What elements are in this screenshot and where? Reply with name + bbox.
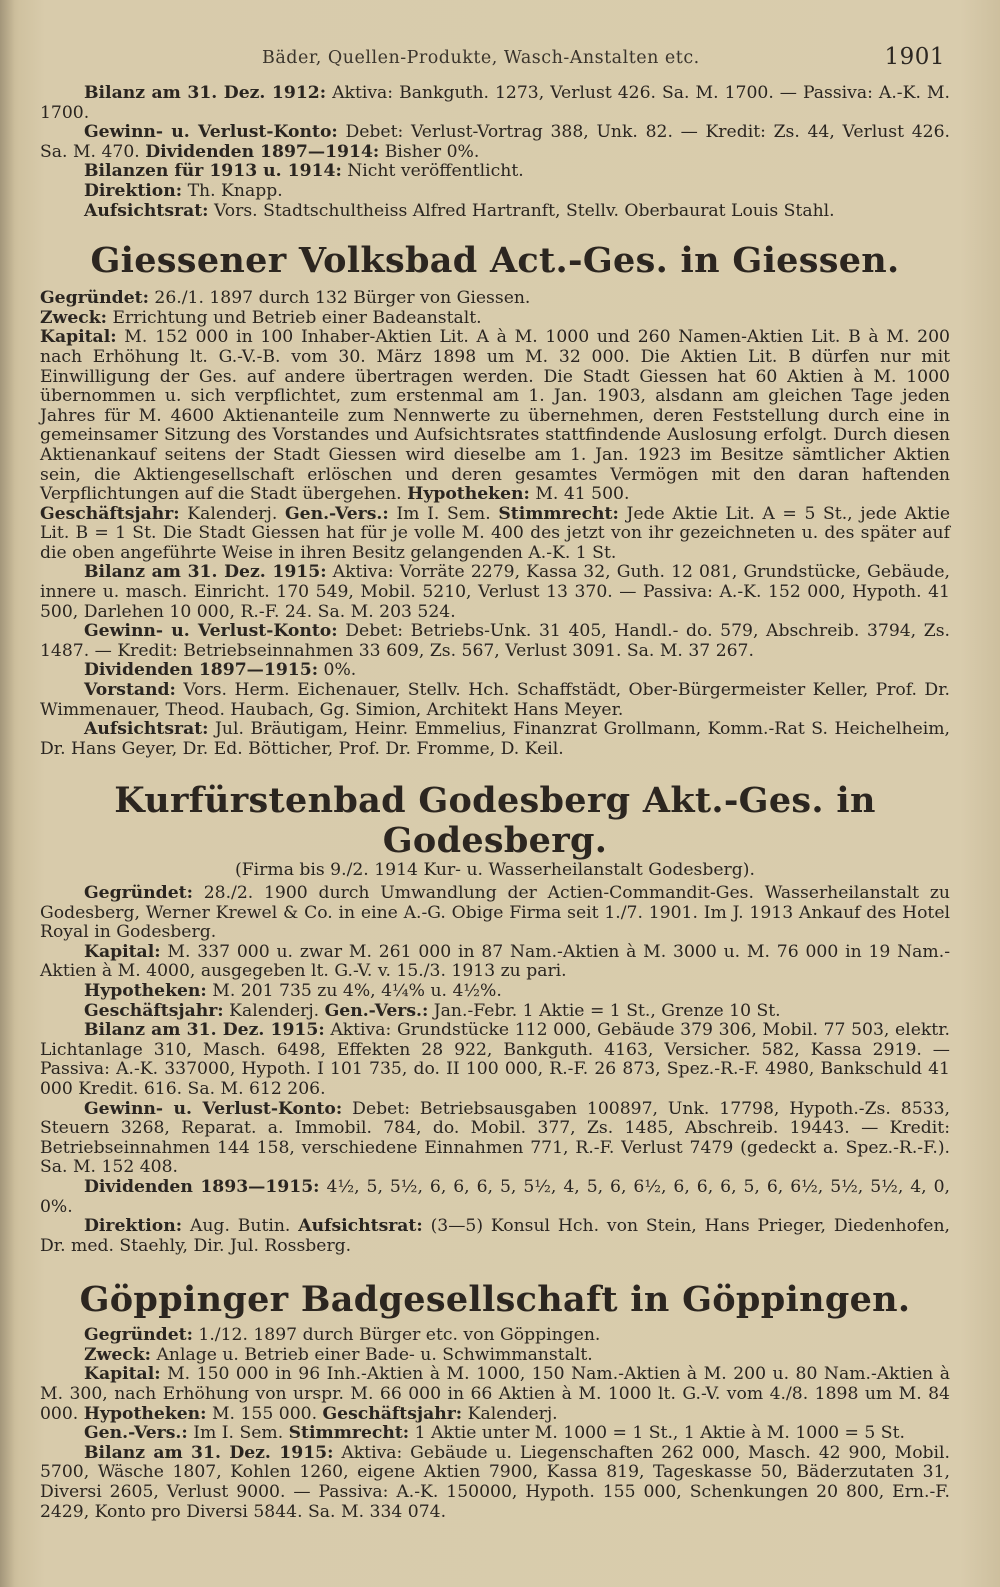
company-title: Göppinger Badgesellschaft in Göppingen. xyxy=(79,1279,911,1321)
label: Bilanz am 31. Dez. 1915: xyxy=(84,1020,325,1041)
gewinn-verlust xyxy=(40,622,950,661)
text: M. 41 500. xyxy=(529,484,630,505)
text: M. 150 000 in 96 Inh.-Aktien à M. 1000, 150 Nam.-Aktien à M. 200 u. 80 Nam.-Aktien à M. 300, nach Erhöhung von urspr. M. 66 000 in 66 Aktien à M. 1000 lt. G.-V. vom 4./8. 1898 um M. 84 000. xyxy=(40,1364,950,1424)
text: 26./1. 1897 durch 132 Bürger von Giessen. xyxy=(148,288,531,309)
text: Vors. Herm. Eichenauer, Stellv. Hch. Schaffstädt, Ober-Bürgermeister Keller, Prof. Dr. Wimmenauer, Theod. Haubach, Gg. Simion, Architekt Hans Meyer. xyxy=(40,680,950,720)
label: Aufsichtsrat: xyxy=(84,719,209,740)
dividenden xyxy=(40,661,950,681)
prev-guv xyxy=(40,123,950,162)
text: Aug. Butin. xyxy=(182,1216,299,1237)
label: Gegründet: xyxy=(84,883,193,903)
direktion xyxy=(40,1217,950,1256)
prev-bilanz xyxy=(40,84,950,123)
label: Geschäftsjahr: xyxy=(322,1403,463,1424)
prev-aufsichtsrat xyxy=(40,202,950,222)
text: Vors. Stadtschultheiss Alfred Hartranft, Stellv. Oberbaurat Louis Stahl. xyxy=(208,200,835,221)
text: Kalenderj. xyxy=(179,503,285,524)
company-title: Giessener Volksbad Act.-Ges. in Giessen. xyxy=(90,240,900,282)
label: Direktion: xyxy=(84,180,183,201)
label: Kapital: xyxy=(84,941,161,962)
company-giessen-section xyxy=(40,241,950,759)
label: Bilanz am 31. Dez. 1915: xyxy=(84,1442,334,1463)
page-number: 1901 xyxy=(884,44,945,70)
label: Gen.-Vers.: xyxy=(284,503,389,524)
text: Kalenderj. xyxy=(223,1000,325,1021)
label: Zweck: xyxy=(40,307,107,328)
gegruendet xyxy=(40,1326,950,1346)
label: Gegründet: xyxy=(84,1325,193,1346)
aufsichtsrat xyxy=(40,720,950,759)
text: 1 Aktie unter M. 1000 = 1 St., 1 Aktie à M. 1000 = 5 St. xyxy=(409,1423,905,1444)
kapital xyxy=(40,943,950,982)
dividenden xyxy=(40,1178,950,1217)
company-subtitle: (Firma bis 9./2. 1914 Kur- u. Wasserheilanstalt Godesberg). xyxy=(235,860,755,881)
text: 0%. xyxy=(318,660,357,681)
text: 4½, 5, 5½, 6, 6, 6, 5, 5½, 4, 5, 6, 6½, 6, 6, 6, 5, 6, 6½, 5½, 5½, 4, 0, 0%. xyxy=(40,1176,951,1217)
text: Bisher 0%. xyxy=(379,141,480,162)
text: Im I. Sem. xyxy=(187,1423,289,1444)
label: Hypotheken: xyxy=(83,1403,207,1424)
label: Geschäftsjahr: xyxy=(84,1000,224,1021)
text: (3—5) Konsul Hch. von Stein, Hans Prieger, Diedenhofen, Dr. med. Staehly, Dir. Jul. Rossberg. xyxy=(40,1216,950,1256)
text: Anlage u. Betrieb einer Bade- u. Schwimmanstalt. xyxy=(151,1344,593,1365)
text: Aktiva: Vorräte 2279, Kassa 32, Guth. 12 081, Grundstücke, Gebäude, innere u. masch. Einricht. 170 549, Mobil. 5210, Verlust 13 370. — Passiva: A.-K. 152 000, Hypoth. 41 500, Darlehen 10 000, R.-F. 24. Sa. M. 203 524. xyxy=(40,562,950,622)
label: Aufsichtsrat: xyxy=(298,1216,423,1237)
text: Th. Knapp. xyxy=(182,180,283,201)
label: Bilanzen für 1913 u. 1914: xyxy=(84,161,342,182)
label: Geschäftsjahr: xyxy=(40,503,180,524)
page-header xyxy=(40,40,950,80)
label: Bilanz am 31. Dez. 1912: xyxy=(84,83,327,103)
label: Stimmrecht: xyxy=(498,503,619,524)
label: Gen.-Vers.: xyxy=(84,1423,188,1444)
label: Bilanz am 31. Dez. 1915: xyxy=(84,562,327,583)
label: Gen.-Vers.: xyxy=(324,1000,429,1021)
text: Jede Aktie Lit. A = 5 St., jede Aktie Lit. B = 1 St. Die Stadt Giessen hat für je volle M. 400 des jetzt von ihr gezeichneten u. des später auf die oben angeführte Weise in ihren Besitz gelangenden A.-K. 1 St. xyxy=(40,503,951,563)
label: Gewinn- u. Verlust-Konto: xyxy=(84,122,338,143)
text: Debet: Betriebs-Unk. 31 405, Handl.- do. 579, Abschreib. 3794, Zs. 1487. — Kredit: Betriebseinnahmen 33 609, Zs. 567, Verlust 3091. Sa. M. 37 267. xyxy=(40,621,950,661)
company-title: Kurfürstenbad Godesberg Akt.-Ges. in Godesberg. xyxy=(114,780,876,862)
text: M. 155 000. xyxy=(206,1403,323,1424)
company-goeppingen-section xyxy=(40,1280,950,1522)
text: M. 201 735 zu 4%, 4¼% u. 4½%. xyxy=(206,980,502,1001)
kapital xyxy=(40,1365,950,1424)
text: Kalenderj. xyxy=(462,1403,558,1424)
text: M. 152 000 in 100 Inhaber-Aktien Lit. A à M. 1000 und 260 Namen-Aktien Lit. B à M. 200 nach Erhöhung lt. G.-V.-B. vom 30. März 1898 um M. 32 000. Die Aktien Lit. B dürfen nur mit Einwilligung der Ges. auf andere übertragen werden. Die Stadt Giessen hat 60 Aktien à M. 1000 übernommen u. sich verpflichtet, zum erstenmal am 1. Jan. 1903, alsdann am gleichen Tage jeden Jahres für M. 4600 Aktienanteile zum Nennwerte zu übernehmen, deren Feststellung durch eine in gemeinsamer Sitzung des Vorstandes und Aufsichtsrates stattfindende Auslosung erfolgt. Durch diesen Aktienankauf seitens der Stadt Giessen wird dieselbe am 1. Jan. 1923 im Besitze sämtlicher Aktien sein, die Aktiengesellschaft erlöschen und deren gesamtes Vermögen mit den daran haftenden Verpflichtungen auf die Stadt übergehen. xyxy=(40,327,950,505)
label: Stimmrecht: xyxy=(288,1423,410,1444)
label: Zweck: xyxy=(84,1344,151,1365)
text: 1./12. 1897 durch Bürger etc. von Göppingen. xyxy=(192,1325,601,1346)
label: Hypotheken: xyxy=(84,980,207,1001)
text: Jul. Bräutigam, Heinr. Emmelius, Finanzrat Grollmann, Komm.-Rat S. Heichelheim, Dr. Hans Geyer, Dr. Ed. Bötticher, Prof. Dr. Fromme, D. Keil. xyxy=(40,719,950,759)
running-title: Bäder, Quellen-Produkte, Wasch-Anstalten etc. xyxy=(262,48,700,68)
text: Errichtung und Betrieb einer Badeanstalt. xyxy=(107,307,482,328)
label: Dividenden 1893—1915: xyxy=(84,1176,320,1197)
bilanz xyxy=(40,1021,950,1099)
label: Gegründet: xyxy=(40,288,149,309)
label: Dividenden 1897—1915: xyxy=(84,660,319,681)
text: Debet: Betriebsausgaben 100897, Unk. 17798, Hypoth.-Zs. 8533, Steuern 3268, Reparat. a. Immobil. 784, do. Mobil. 377, Zs. 1485, Abschreib. 19443. — Kredit: Betriebseinnahmen 144 158, verschiedene Einnahmen 771, R.-F. Verlust 7479 (gedeckt a. Spez.-R.-F.). Sa. M. 152 408. xyxy=(40,1098,950,1178)
text: Jan.-Febr. 1 Aktie = 1 St., Grenze 10 St. xyxy=(428,1000,781,1021)
text: Im I. Sem. xyxy=(388,503,499,524)
label: Gewinn- u. Verlust-Konto: xyxy=(84,1098,343,1119)
prev-company-section xyxy=(40,84,950,221)
label: Vorstand: xyxy=(84,680,176,701)
text: M. 337 000 u. zwar M. 261 000 in 87 Nam.-Aktien à M. 3000 u. M. 76 000 in 19 Nam.-Aktien à M. 4000, ausgegeben lt. G.-V. v. 15./3. 1913 zu pari. xyxy=(40,941,950,982)
label: Aufsichtsrat: xyxy=(84,200,209,221)
geschaeftsjahr xyxy=(40,505,950,564)
prev-bilanzen xyxy=(40,162,950,182)
zweck xyxy=(40,1346,950,1366)
label: Hypotheken: xyxy=(407,484,530,505)
text: Aktiva: Bankguth. 1273, Verlust 426. Sa. M. 1700. — Passiva: A.-K. M. 1700. xyxy=(40,83,950,123)
company-godesberg-section xyxy=(40,781,950,1256)
gen-vers xyxy=(40,1424,950,1444)
label: Kapital: xyxy=(84,1364,161,1385)
label: Kapital: xyxy=(40,327,117,348)
text: Nicht veröffentlicht. xyxy=(341,161,524,182)
label: Gewinn- u. Verlust-Konto: xyxy=(84,621,338,642)
hypotheken xyxy=(40,982,950,1002)
prev-direktion xyxy=(40,182,950,202)
gegruendet xyxy=(40,289,950,309)
page-edge-shadow xyxy=(0,0,14,1587)
vorstand xyxy=(40,681,950,720)
text: Aktiva: Grundstücke 112 000, Gebäude 379 306, Mobil. 77 503, elektr. Lichtanlage 310, Masch. 6498, Effekten 28 922, Bankguth. 4163, Versicher. 582, Kassa 2919. — Passiva: A.-K. 337000, Hypoth. I 101 735, do. II 100 000, R.-F. 26 873, Spez.-R.-F. 4980, Bankschuld 41 000 Kredit. 616. Sa. M. 612 206. xyxy=(40,1020,950,1099)
label: Direktion: xyxy=(84,1216,183,1237)
bilanz xyxy=(40,563,950,622)
label: Dividenden 1897—1914: xyxy=(145,141,380,162)
gewinn-verlust xyxy=(40,1100,950,1178)
kapital xyxy=(40,328,950,504)
gegruendet xyxy=(40,884,950,943)
text: Aktiva: Gebäude u. Liegenschaften 262 000, Masch. 42 900, Mobil. 5700, Wäsche 1807, Kohlen 1260, eigene Aktien 7900, Kassa 819, Tageskasse 50, Bäderzutaten 31, Diversi 2605, Verlust 9000. — Passiva: A.-K. 150000, Hypoth. 155 000, Schenkungen 20 800, Ern.-F. 2429, Konto pro Diversi 5844. Sa. M. 334 074. xyxy=(40,1442,950,1522)
text: Debet: Verlust-Vortrag 388, Unk. 82. — Kredit: Zs. 44, Verlust 426. Sa. M. 470. xyxy=(40,122,950,162)
zweck xyxy=(40,309,950,329)
geschaeftsjahr xyxy=(40,1002,950,1022)
text: 28./2. 1900 durch Umwandlung der Actien-Commandit-Ges. Wasserheilanstalt zu Godesberg, Werner Krewel & Co. in eine A.-G. Obige Firma seit 1./7. 1901. Im J. 1913 Ankauf des Hotel Royal in Godesberg. xyxy=(40,883,950,943)
bilanz xyxy=(40,1444,950,1522)
